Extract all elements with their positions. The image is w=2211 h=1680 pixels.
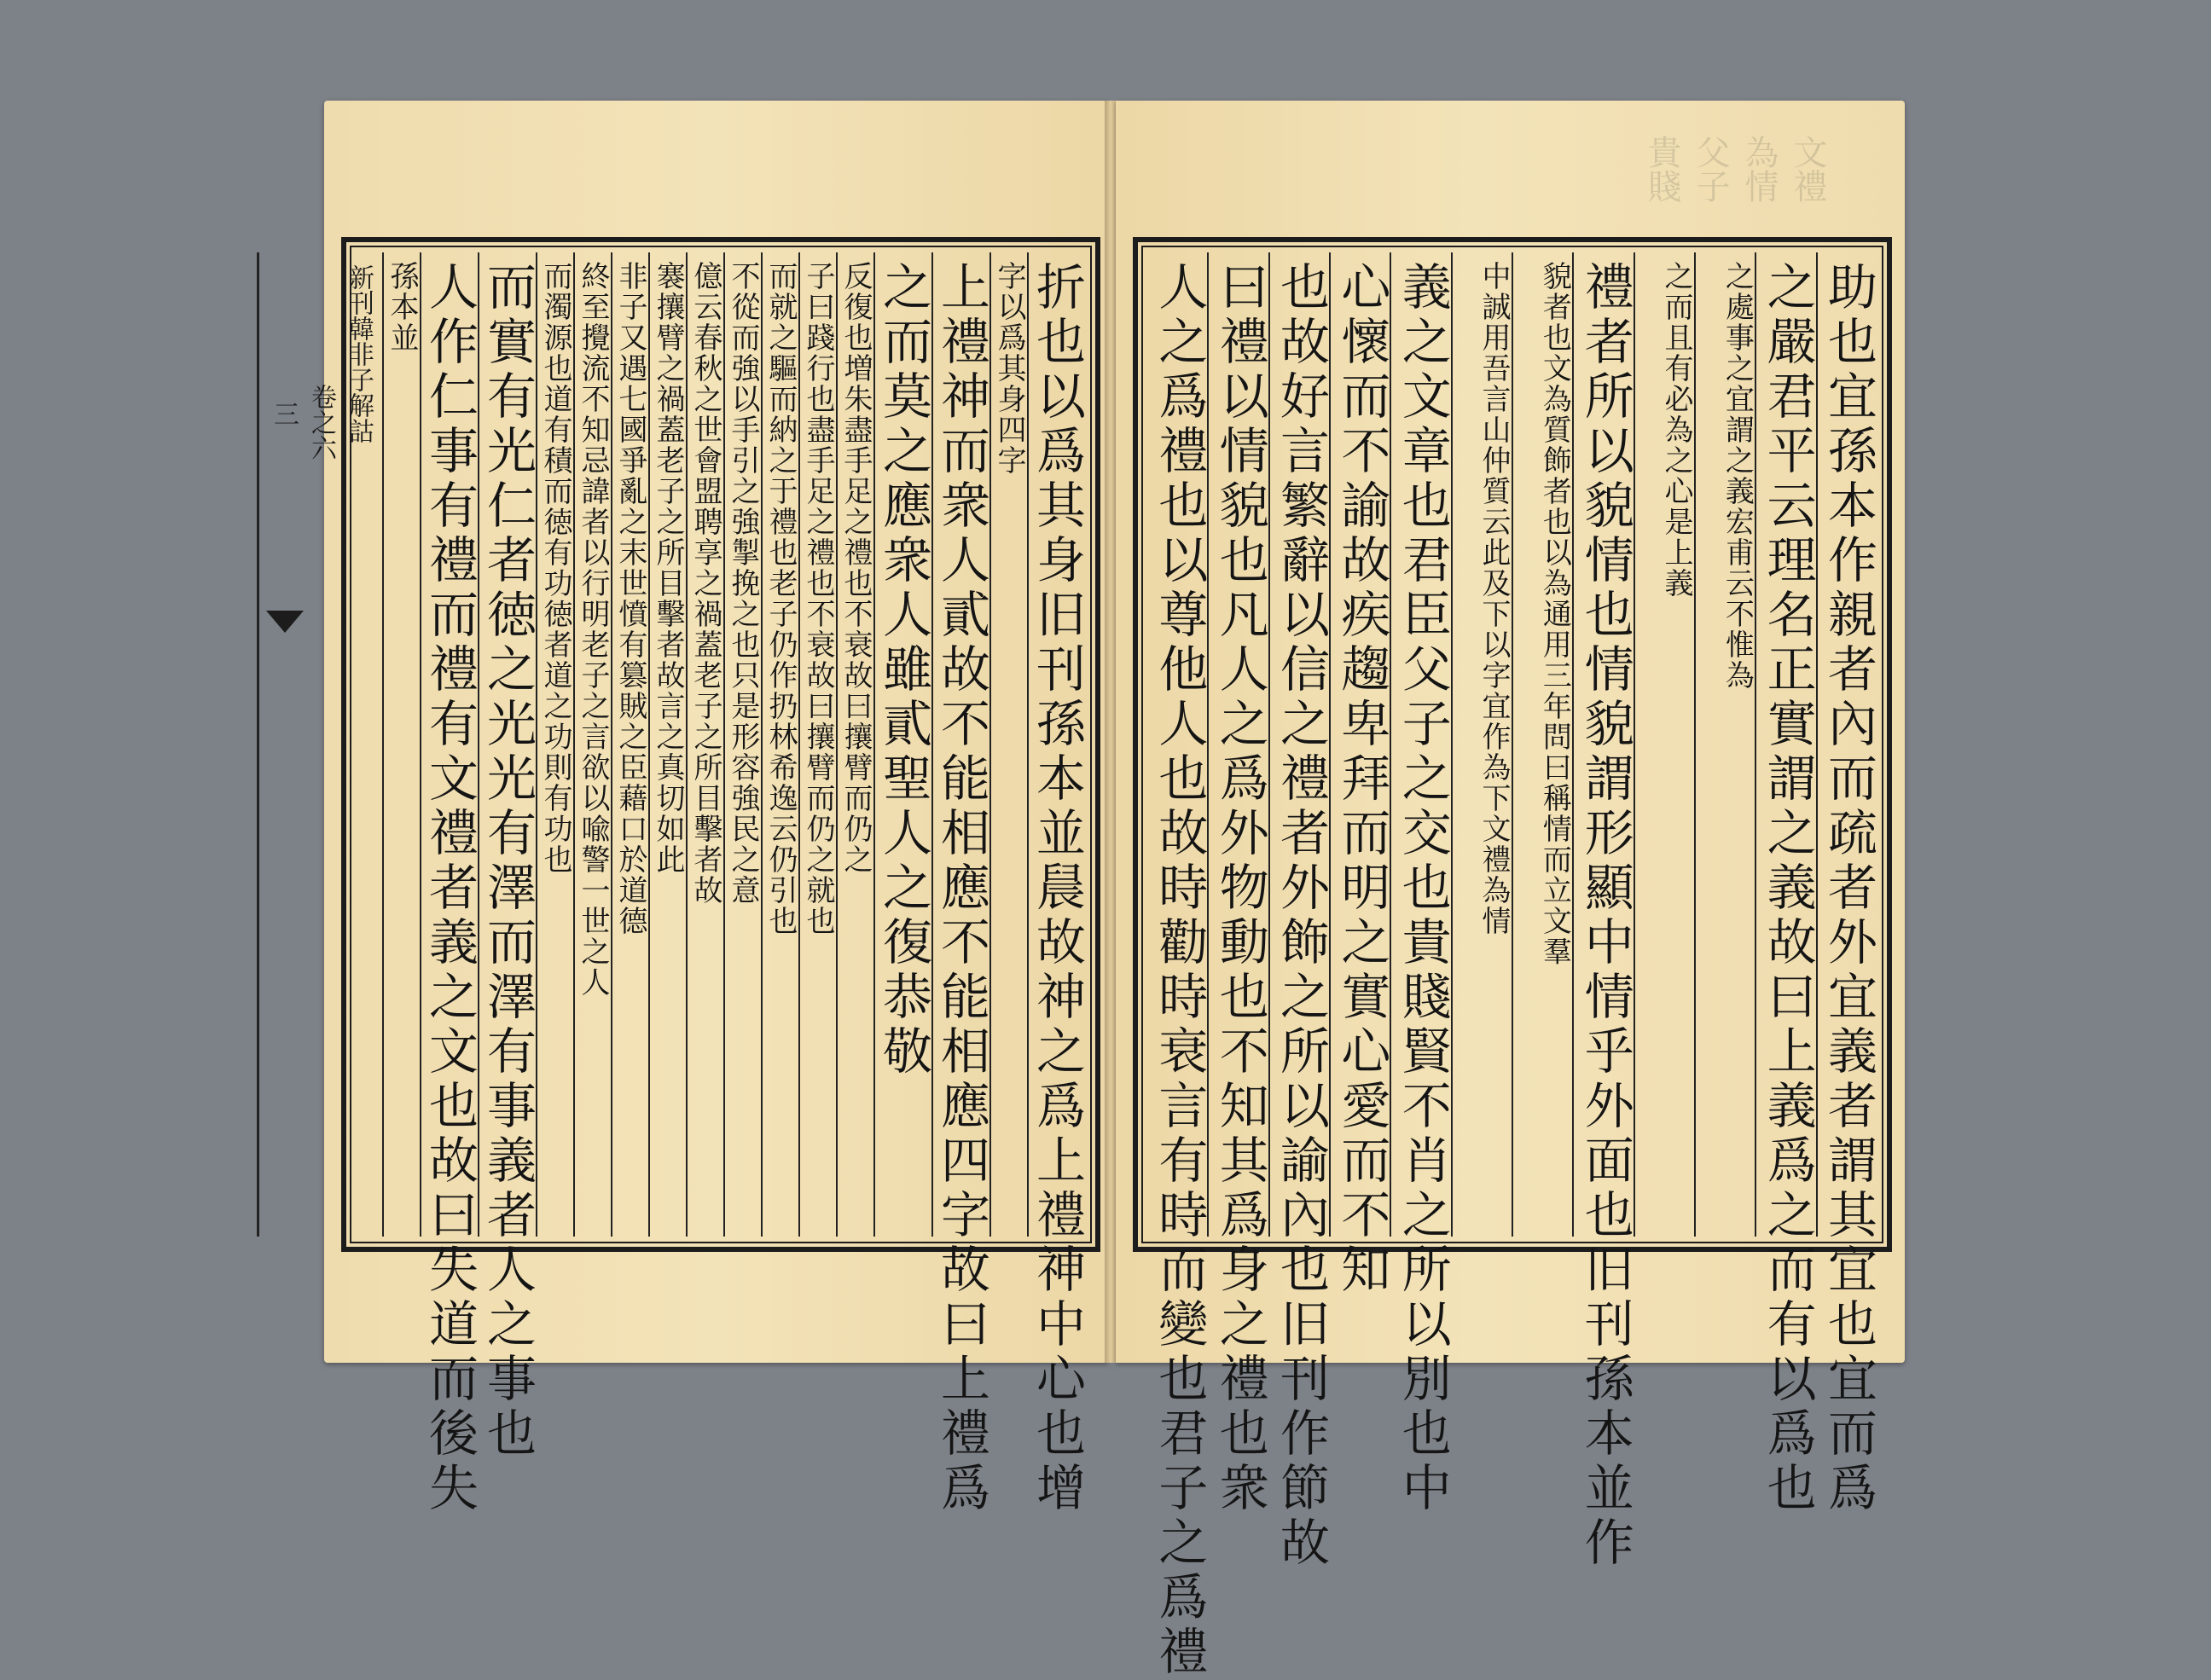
right-text-column: 人之爲禮也以尊他人也故時勸時衰言有時而變也君子之爲禮: [1150, 261, 1209, 1680]
left-text-column: 而濁源也道有積而徳有功徳者道之功則有功也: [536, 252, 573, 1237]
open-book: [269, 94, 1911, 1680]
book-title: 新刊韓非子解詁: [344, 264, 374, 443]
left-text-column: 子曰踐行也盡手足之禮也不衰故曰攘臂而仍之就也: [798, 252, 836, 1237]
left-text-column: 字以爲其身四字: [989, 252, 1027, 1237]
right-text-column: 貌者也文為質飾者也以為通用三年問曰稱情而立文羣: [1512, 252, 1572, 1237]
right-text-column: 心懷而不諭故疾趨卑拜而明之實心愛而不知: [1329, 252, 1390, 1237]
right-text-column: 禮者所以貌情也情貌謂形顯中情乎外面也旧刊孫本並作: [1572, 252, 1633, 1237]
left-text-column: 反復也増朱盡手足之禮也不衰故曰攘臂而仍之: [836, 252, 873, 1237]
right-bleed-through: 文禮為情 父子貴賤: [1642, 135, 1827, 203]
left-text-column: 上禮神而衆人貳故不能相應不能相應四字故曰上禮爲: [931, 252, 989, 1237]
right-text-frame: [1133, 237, 1892, 1680]
right-text-column: 中誠用吾言山仲質云此及下以字宜作為下文禮為情: [1451, 252, 1512, 1237]
right-columns: [1148, 252, 1877, 1680]
left-columns: [269, 252, 1086, 1516]
left-text-column: 而實有光仁者徳之光光有澤而澤有事義者人之事也: [478, 252, 536, 1237]
right-text-column: 之嚴君平云理名正實謂之義故曰上義爲之而有以爲也: [1755, 252, 1815, 1237]
left-page: [269, 101, 1109, 1516]
left-bleed-through: [375, 135, 1041, 229]
left-text-column: 人作仁事有禮而禮有文禮者義之文也故曰失道而後失: [420, 252, 478, 1237]
left-text-column: 褰攘臂之禍蓋老子之所目擊者故言之真切如此: [648, 252, 686, 1237]
volume-label: 卷之六: [306, 384, 336, 461]
right-text-column: 也故好言繁辭以信之禮者外飾之所以諭內也旧刊作節故: [1268, 252, 1329, 1237]
page-number: 三: [269, 401, 299, 426]
right-text-column: 助也宜孫本作親者內而疏者外宜義者謂其宜也宜而爲: [1816, 252, 1877, 1237]
left-text-frame: [269, 237, 1100, 1516]
right-text-column: 之而且有必為之心是上義: [1634, 252, 1694, 1237]
right-page: [1116, 101, 1905, 1680]
right-text-column: 曰禮以情貌也凡人之爲外物動也不知其爲身之禮也衆: [1207, 252, 1268, 1237]
left-text-column: 非子又遇七國爭亂之末世憤有篡賊之臣藉口於道德: [611, 252, 648, 1237]
left-text-column: 而就之驅而納之于禮也老子仍作扔林希逸云仍引也: [761, 252, 798, 1237]
left-text-column: 億云春秋之世會盟聘享之禍蓋老子之所目擊者故: [686, 252, 723, 1237]
left-text-column: 折也以爲其身旧刊孫本並䢅故神之爲上禮神中心也增: [1027, 252, 1085, 1237]
left-text-column: 不從而強以手引之強掣挽之也只是形容強民之意: [723, 252, 761, 1237]
left-text-column: 之而莫之應衆人雖貳聖人之復恭敬: [873, 252, 931, 1237]
left-text-column: 孫本並: [382, 252, 420, 1237]
left-text-column: 終至攪流不知忌諱者以行明老子之言欲以喩警一世之人: [573, 252, 611, 1237]
hanshin-margin: [257, 252, 382, 1237]
right-text-column: 義之文章也君臣父子之交也貴賤賢不肖之所以別也中: [1390, 252, 1450, 1237]
right-text-column: 之處事之宜謂之義宏甫云不惟為: [1694, 252, 1755, 1237]
